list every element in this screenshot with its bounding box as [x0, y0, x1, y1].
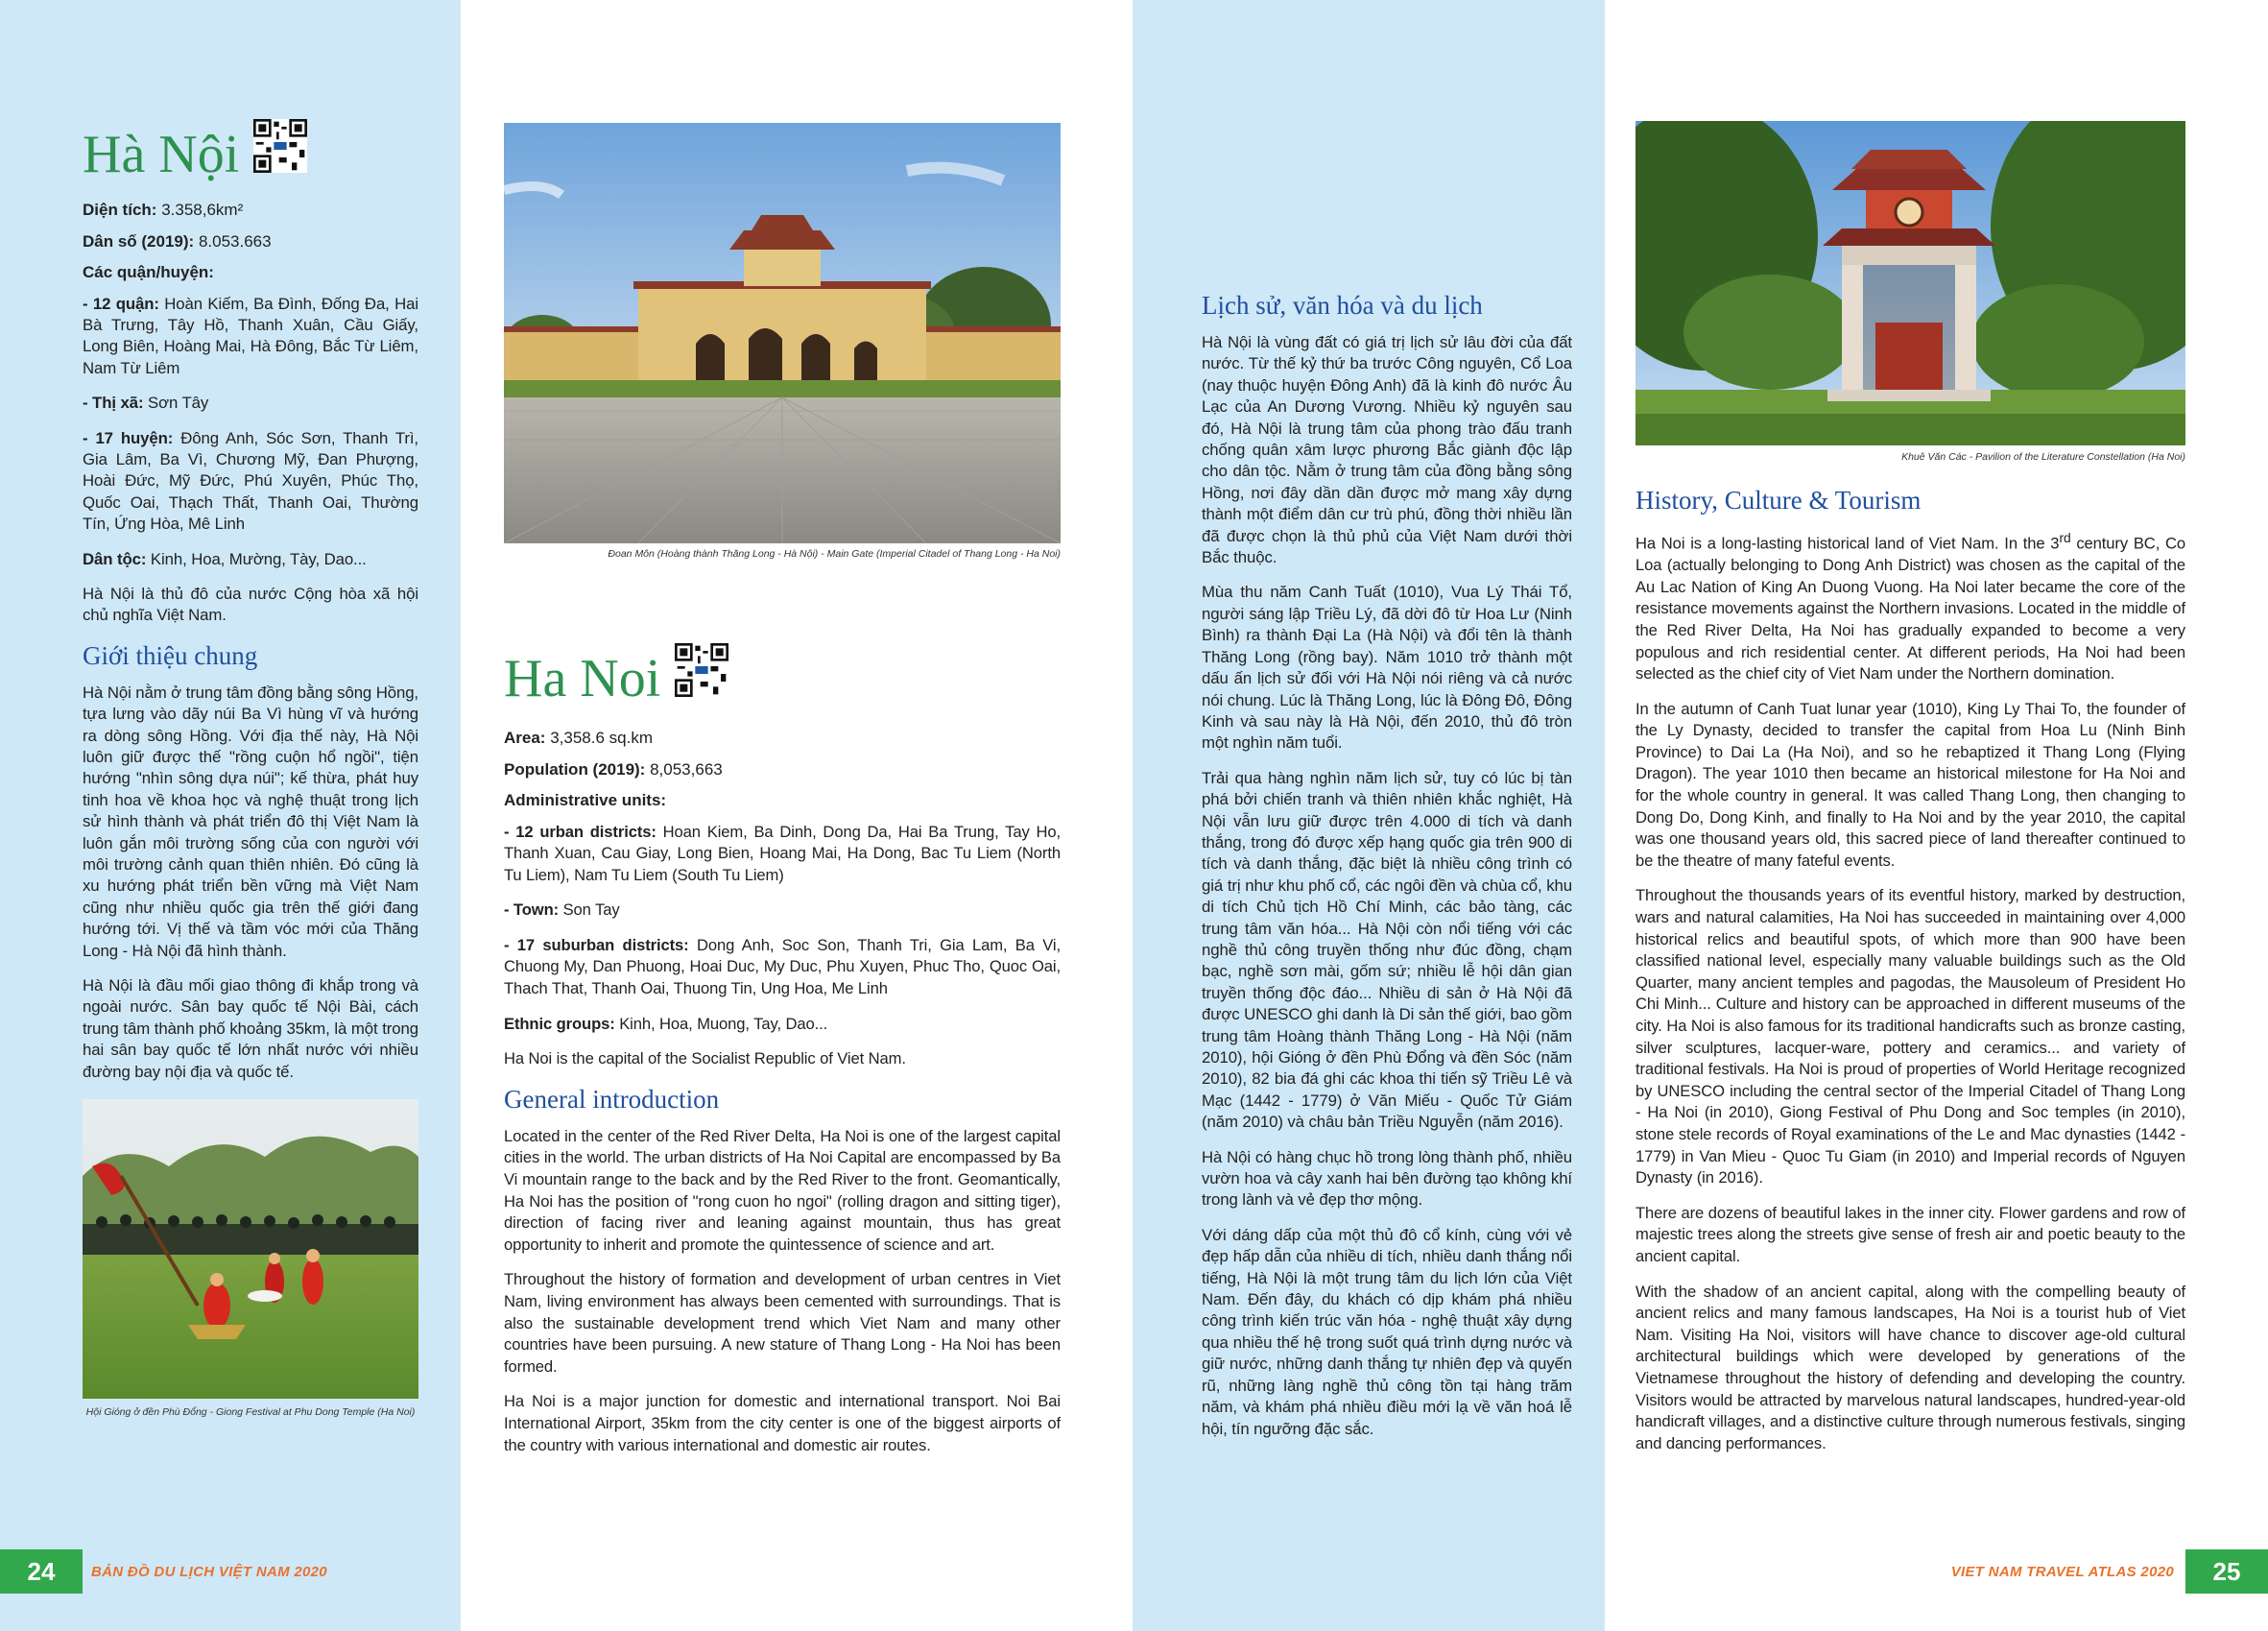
en-ethnic-value: Kinh, Hoa, Muong, Tay, Dao... — [619, 1014, 828, 1033]
en-history-p3: Throughout the thousands years of its eventful history, marked by destruction, wars and natural calamities, Ha Noi has succeeded in maintaining over 4,000 historical relics and beautiful spots, of which more than 900 have been classified national level, especially many valuable buildings such as the Old Quarter, many ancient temples and pagodas, the Mausoleum of President Ho Chi Minh... Culture and history can be approached in different museums of the city. Ha Noi is also famous for its traditional handicrafts such as bronze casting, silver sculptures, lacquer-ware, pottery and ceramics... and variety of traditional festivals. Ha Noi is proud of properties of World Heritage recognized by UNESCO including the central sector of the Imperial Citadel of Thang Long - Ha Noi (in 2010), Giong Festival of Phu Dong and Soc temples (in 2010), stone stele records of Royal examinations of the Le and Mac dynasties (1442 - 1779) in Van Mieu - Quoc Tu Giam (in 2010) and Imperial records of Nguyen Dynasty (in 2016). — [1635, 886, 2185, 1187]
vn-urban-label: - 12 quận: — [83, 294, 159, 313]
vn-pop-value: 8.053.663 — [198, 231, 272, 251]
en-history-p2: In the autumn of Canh Tuat lunar year (1010), King Ly Thai To, the founder of the Ly Dynasty, decided to transfer the capital from Hoa Lu (Ninh Binh Province) to Dai La (Ha Noi), and so he rebaptized it Thang Long (Flying Dragon). The year 1010 then became an historical milestone for Ha Noi and for the whole country in general. It was called Thang Long, then changing to Dong Do, Dong Kinh, and finally to Ha Noi and by the year 2010, the capital was one thousand years old, this sacred piece of land thereafter continued to be the theatre of many fateful events. — [1635, 699, 2185, 870]
right-page-number: 25 — [2185, 1549, 2268, 1594]
en-suburban-label: - 17 suburban districts: — [504, 935, 689, 954]
en-area-value: 3,358.6 sq.km — [550, 729, 653, 747]
qr-code-icon — [253, 119, 307, 173]
vn-town-value: Sơn Tây — [148, 394, 209, 413]
vn-area-value: 3.358,6km² — [161, 201, 244, 219]
right-footer-title: VIET NAM TRAVEL ATLAS 2020 — [1950, 1564, 2174, 1580]
en-pop-value: 8,053,663 — [650, 759, 723, 779]
khue-van-cac-photo — [1635, 121, 2185, 445]
vn-history-p3: Trải qua hàng nghìn năm lịch sử, tuy có lúc bị tàn phá bởi chiến tranh và thiên nhiên khắc nghiệt, Hà Nội vẫn lưu giữ được trên 4.000 di tích và danh thắng, trong đó được xếp hạng quốc gia trên 900 di tích và danh thắng, đặc biệt là nhiều công trình có giá trị như khu phố cổ, các ngôi đền và chùa cổ, khu di tích Chủ tịch Hồ Chí Minh, các bảo tàng, các trung tâm văn hóa... Hà Nội còn nổi tiếng với các nghề thủ công truyền thống như đúc đồng, chạm bạc, nghề sơn mài, gốm sứ; nhiều lễ hội dân gian truyền thống độc đáo... Nhiều di sản ở Hà Nội đã được UNESCO ghi danh là Di sản thế giới, bao gồm trung tâm Hoàng thành Thăng Long - Hà Nội (năm 2010), hội Gióng ở đền Phù Đổng và đền Sóc (năm 2010), 82 bia đá ghi các khoa thi tiến sỹ Triều Lê và Mạc (1442 - 1779) ở Văn Miếu - Quốc Tử Giám (năm 2010) và châu bản Triều Nguyễn (năm 2016). — [1202, 768, 1572, 1132]
vn-intro-p2: Hà Nội là đầu mối giao thông đi khắp trong và ngoài nước. Sân bay quốc tế Nội Bài, cách trung tâm thành phố khoảng 35km, là một trong hai sân bay quốc tế lớn nhất nước với nhiều đường bay nội địa và quốc tế. — [83, 976, 418, 1081]
vn-ethnic-value: Kinh, Hoa, Mường, Tày, Dao... — [150, 549, 367, 568]
en-history-column — [1635, 485, 2185, 1468]
en-intro-p3: Ha Noi is a major junction for domestic and international transport. Noi Bai International Airport, 35km from the city center is one of the biggest airports of the country with various international and domestic air routes. — [504, 1392, 1061, 1454]
vn-town-label: - Thị xã: — [83, 394, 144, 413]
vn-history-heading: Lịch sử, văn hóa và du lịch — [1202, 291, 1483, 320]
vn-history-p4: Hà Nội có hàng chục hồ trong lòng thành phố, nhiều vườn hoa và cây xanh hai bên đường tạo không khí trong lành và vẻ đẹp thơ mộng. — [1202, 1147, 1572, 1210]
khue-van-cac-caption: Khuê Văn Các - Pavilion of the Literature Constellation (Ha Noi) — [1901, 451, 2185, 463]
en-history-p5: With the shadow of an ancient capital, along with the compelling beauty of ancient relics and many famous landscapes, Ha Noi is a tourist hub of Viet Nam. Visiting Ha Noi, visitors will have chance to discover age-old cultural architectural buildings which were developed by generations of the Vietnamese throughout the history of defending and developing the country. Visitors would be attracted by marvelous natural landscapes, hundred-year-old handicraft villages, and a distinctive culture through numerous festivals, singing and dancing performances. — [1635, 1282, 2185, 1452]
vn-suburban-value: Đông Anh, Sóc Sơn, Thanh Trì, Gia Lâm, Ba Vì, Chương Mỹ, Đan Phượng, Hoài Đức, Mỹ Đức, Phú Xuyên, Phúc Thọ, Quốc Oai, Thạch Thất, Thanh Oai, Thường Tín, Ứng Hòa, Mê Linh — [83, 428, 418, 534]
vn-pop-label: Dân số (2019): — [83, 231, 195, 251]
en-city-title: Ha Noi — [504, 649, 661, 708]
en-pop-label: Population (2019): — [504, 759, 646, 779]
en-intro-heading: General introduction — [504, 1084, 720, 1114]
left-page-number: 24 — [0, 1549, 83, 1594]
en-history-p1: Ha Noi is a long-lasting historical land of Viet Nam. In the 3rd century BC, Co Loa (actually belonging to Dong Anh District) was chosen as the capital of the Au Lac Nation of King An Duong Vuong. Ha Noi later became the core of the resistance movements against the Northern invasions. Located in the middle of the Red River Delta, Ha Noi has gradually expanded to become a very populous and rich residential center. At different periods, Ha Noi had been selected as the chief city of Viet Nam under the Northern domination. — [1635, 530, 2186, 684]
qr-code-icon — [675, 643, 728, 697]
vn-history-p1: Hà Nội là vùng đất có giá trị lịch sử lâu đời của đất nước. Từ thế kỷ thứ ba trước Công nguyên, Cổ Loa (nay thuộc huyện Đông Anh) đã là kinh đô nước Âu Lạc của An Dương Vương. Nhiều kỷ nguyên sau đó, Hà Nội là trung tâm của phong trào đấu tranh chống quân xâm lược phương Bắc giành độc lập cho dân tộc. Nằm ở trung tâm của đồng bằng sông Hồng, nơi đây dần dần được mở mang xây dựng thành một điểm dân cư trù phú, đồng thời nhiều lần đã được chọn là thủ phủ của Việt Nam dưới thời Bắc thuộc. — [1202, 333, 1572, 567]
en-history-heading: History, Culture & Tourism — [1635, 486, 1922, 515]
en-urban-label: - 12 urban districts: — [504, 822, 657, 841]
left-footer-title: BẢN ĐỒ DU LỊCH VIỆT NAM 2020 — [91, 1564, 327, 1580]
vn-admin-label: Các quận/huyện: — [83, 263, 214, 281]
en-intro-p2: Throughout the history of formation and development of urban centres in Viet Nam, living environment has always been cemented with surroundings. That is also the sustainable development trend which Viet Nam and many other countries have been pursuing. A new stature of Thang Long - Ha Noi has been formed. — [504, 1270, 1061, 1376]
en-admin-label: Administrative units: — [504, 791, 667, 809]
vn-info-column — [83, 125, 418, 1096]
en-history-p4: There are dozens of beautiful lakes in the inner city. Flower gardens and row of majestic trees along the streets give sense of fresh air and poetic beauty to the ancient capital. — [1635, 1203, 2185, 1265]
imperial-citadel-photo — [504, 123, 1061, 543]
en-intro-p1: Located in the center of the Red River Delta, Ha Noi is one of the largest capital cities in the world. The urban districts of Ha Noi Capital are encompassed by Ba Vi mountain range to the back and by the Red River to the front. Geomantically, Ha Noi has the position of "rong cuon ho ngoi" (rolling dragon and sitting tiger), direction of facing river and leaning against mountain, thus has great opportunity to inherit and promote the quintessence of science and art. — [504, 1126, 1061, 1254]
en-suburban-value: Dong Anh, Soc Son, Thanh Tri, Gia Lam, Ba Vi, Chuong My, Dan Phuong, Hoai Duc, My Duc, Phu Xuyen, Phuc Tho, Quoc Oai, Thach That, Thanh Oai, Thuong Tin, Ung Hoa, Me Linh — [504, 935, 1061, 998]
giong-festival-caption: Hội Gióng ở đền Phù Đổng - Giong Festival at Phu Dong Temple (Ha Noi) — [85, 1406, 416, 1418]
vn-city-title: Hà Nội — [83, 125, 240, 184]
en-area-label: Area: — [504, 729, 546, 747]
en-capital-text: Ha Noi is the capital of the Socialist Republic of Viet Nam. — [504, 1049, 906, 1068]
vn-history-p5: Với dáng dấp của một thủ đô cổ kính, cùng với vẻ đẹp hấp dẫn của nhiều di tích, nhiều danh thắng nổi tiếng, Hà Nội là một trung tâm du lịch lớn của Việt Nam. Đến đây, du khách có dịp khám phá nhiều công trình kiến trúc văn hóa - nghệ thuật xây dựng qua nhiều thế hệ trong suốt quá trình dựng nước và giữ nước, những danh thắng tự nhiên đẹp và quyến rũ, những làng nghề thủ công tồn tại hàng trăm năm, và khám phá nhiều điều mới lạ về văn hoá lễ hội, tín ngưỡng đặc sắc. — [1202, 1225, 1572, 1438]
vn-urban-value: Hoàn Kiếm, Ba Đình, Đống Đa, Hai Bà Trưng, Tây Hồ, Thanh Xuân, Cầu Giấy, Long Biên, Hoàng Mai, Hà Đông, Bắc Từ Liêm, Nam Từ Liêm — [83, 294, 419, 377]
vn-intro-p1: Hà Nội nằm ở trung tâm đồng bằng sông Hồng, tựa lưng vào dãy núi Ba Vì hùng vĩ và hướng ra dòng sông Hồng. Với địa thế này, Hà Nội luôn giữ được thế "rồng cuộn hổ ngồi", tiện hướng "nhìn sông dựa núi"; kế thừa, phát huy tinh hoa về khoa học và nghệ thuật trong lịch sử hình thành và phát triển đô thị Việt Nam là luôn gắn môi trường sống của con người với môi trường cảnh quan thiên nhiên. Đó cũng là xu hướng phát triển bền vững mà Việt Nam cũng như nhiều quốc gia trên thế giới đang hướng tới. Vị thế và tầm vóc mới của Thăng Long - Hà Nội đã hình thành. — [83, 683, 418, 960]
giong-festival-photo — [83, 1099, 418, 1399]
en-town-value: Son Tay — [562, 900, 620, 920]
vn-area-label: Diện tích: — [83, 201, 157, 219]
vn-suburban-label: - 17 huyện: — [83, 428, 174, 447]
en-urban-value: Hoan Kiem, Ba Dinh, Dong Da, Hai Ba Trung, Tay Ho, Thanh Xuan, Cau Giay, Long Bien, Hoang Mai, Ha Dong, Bac Tu Liem (North Tu Liem), Nam Tu Liem (South Tu Liem) — [504, 822, 1062, 884]
vn-intro-heading: Giới thiệu chung — [83, 640, 258, 670]
imperial-citadel-caption: Đoan Môn (Hoàng thành Thăng Long - Hà Nội) - Main Gate (Imperial Citadel of Thang Long - Ha Noi) — [608, 548, 1061, 560]
vn-history-p2: Mùa thu năm Canh Tuất (1010), Vua Lý Thái Tổ, người sáng lập Triều Lý, đã dời đô từ Hoa Lư (Ninh Bình) ra thành Đại La (Hà Nội) và đổi tên là thành Thăng Long (rồng bay). Năm 1010 trở thành một dấu ấn lịch sử đối với Hà Nội nói riêng và cả nước nói chung. Lúc là Thăng Long, lúc là Đông Đô, Đông Kinh và sau này là Hà Nội, đến 2010, thủ đô tròn một nghìn năm tuổi. — [1202, 583, 1572, 753]
vn-capital-text: Hà Nội là thủ đô của nước Cộng hòa xã hội chủ nghĩa Việt Nam. — [83, 584, 418, 625]
en-info-column — [504, 649, 1061, 1470]
vn-ethnic-label: Dân tộc: — [83, 549, 147, 568]
en-ethnic-label: Ethnic groups: — [504, 1014, 615, 1033]
en-town-label: - Town: — [504, 900, 560, 920]
vn-history-column — [1202, 290, 1572, 1453]
